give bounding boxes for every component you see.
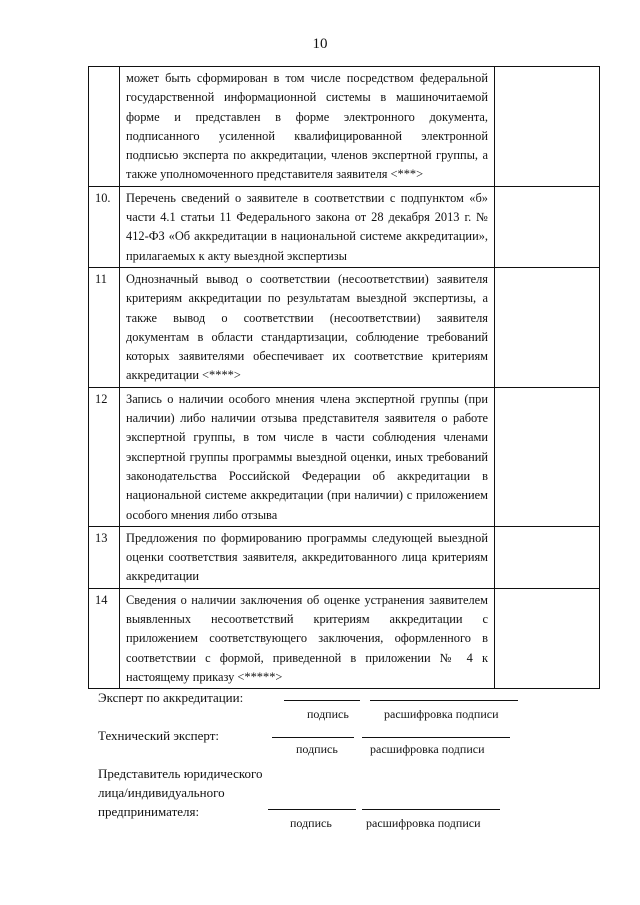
tech-expert-label: Технический эксперт: — [98, 728, 220, 743]
row-empty-cell — [495, 387, 600, 526]
row-empty-cell — [495, 526, 600, 588]
expert-label: Эксперт по аккредитации: — [98, 690, 244, 705]
document-table — [88, 66, 600, 689]
table-row — [89, 387, 600, 526]
row-empty-cell — [495, 588, 600, 688]
representative-signature-caption: подпись — [290, 816, 332, 830]
row-number: 12 — [89, 387, 120, 526]
expert-signature-caption: подпись — [307, 707, 349, 721]
row-text: Предложения по формированию программы следующей выездной оценки соответствия заявителя, аккредитованного лица критериям аккредитации — [120, 526, 495, 588]
representative-decoding-caption: расшифровка подписи — [366, 816, 481, 830]
representative-label-line2: лица/индивидуального — [98, 785, 225, 800]
row-text: Запись о наличии особого мнения члена экспертной группы (при наличии) либо наличии отзыва представителя заявителя о работе экспертной группы, в том числе в части соблюдения членами экспертной группы программы выездной оценки, иных требований законодательства Российской Федерации об аккредитации в национальной системе аккредитации (при наличии) с приложением особого мнения либо отзыва — [120, 387, 495, 526]
tech-expert-decoding-caption: расшифровка подписи — [370, 742, 485, 756]
row-empty-cell — [495, 67, 600, 187]
tech-expert-signature-line — [272, 737, 354, 738]
row-number: 10. — [89, 186, 120, 267]
table-row — [89, 267, 600, 387]
row-text: Перечень сведений о заявителе в соответствии с подпунктом «б» части 4.1 статьи 11 Федерального закона от 28 декабря 2013 г. № 412-ФЗ «Об аккредитации в национальной системе аккредитации», прилагаемых к акту выездной экспертизы — [120, 186, 495, 267]
table-row — [89, 526, 600, 588]
representative-signature-line — [268, 809, 356, 810]
page-number: 10 — [312, 36, 328, 52]
table-row — [89, 588, 600, 688]
row-number: 14 — [89, 588, 120, 688]
expert-decoding-line — [370, 700, 518, 701]
representative-label-line3: предпринимателя: — [98, 804, 200, 819]
representative-decoding-line — [362, 809, 500, 810]
representative-label-line1: Представитель юридического — [98, 766, 263, 781]
row-empty-cell — [495, 186, 600, 267]
row-number — [89, 67, 120, 187]
row-empty-cell — [495, 267, 600, 387]
tech-expert-decoding-line — [362, 737, 510, 738]
tech-expert-signature-caption: подпись — [296, 742, 338, 756]
row-text: может быть сформирован в том числе посредством федеральной государственной информационной системы в машиночитаемой форме и представлен в форме электронного документа, подписанного усиленной квалифицированной электронной подписью эксперта по аккредитации, членов экспертной группы, а также уполномоченного представителя заявителя <***> — [120, 67, 495, 187]
expert-signature-line — [284, 700, 360, 701]
expert-decoding-caption: расшифровка подписи — [384, 707, 499, 721]
table-row — [89, 186, 600, 267]
row-text: Сведения о наличии заключения об оценке устранения заявителем выявленных несоответствий критериям аккредитации с приложением соответствующего заключения, оформленного в соответствии с формой, приведенной в приложении № 4 к настоящему приказу <*****> — [120, 588, 495, 688]
table-row — [89, 67, 600, 187]
row-number: 13 — [89, 526, 120, 588]
row-number: 11 — [89, 267, 120, 387]
row-text: Однозначный вывод о соответствии (несоответствии) заявителя критериям аккредитации по результатам выездной экспертизы, а также вывод о соответствии (несоответствии) заявителя документам в области стандартизации, соблюдение требований которых заявителями обеспечивает их соответствие критериям аккредитации <****> — [120, 267, 495, 387]
